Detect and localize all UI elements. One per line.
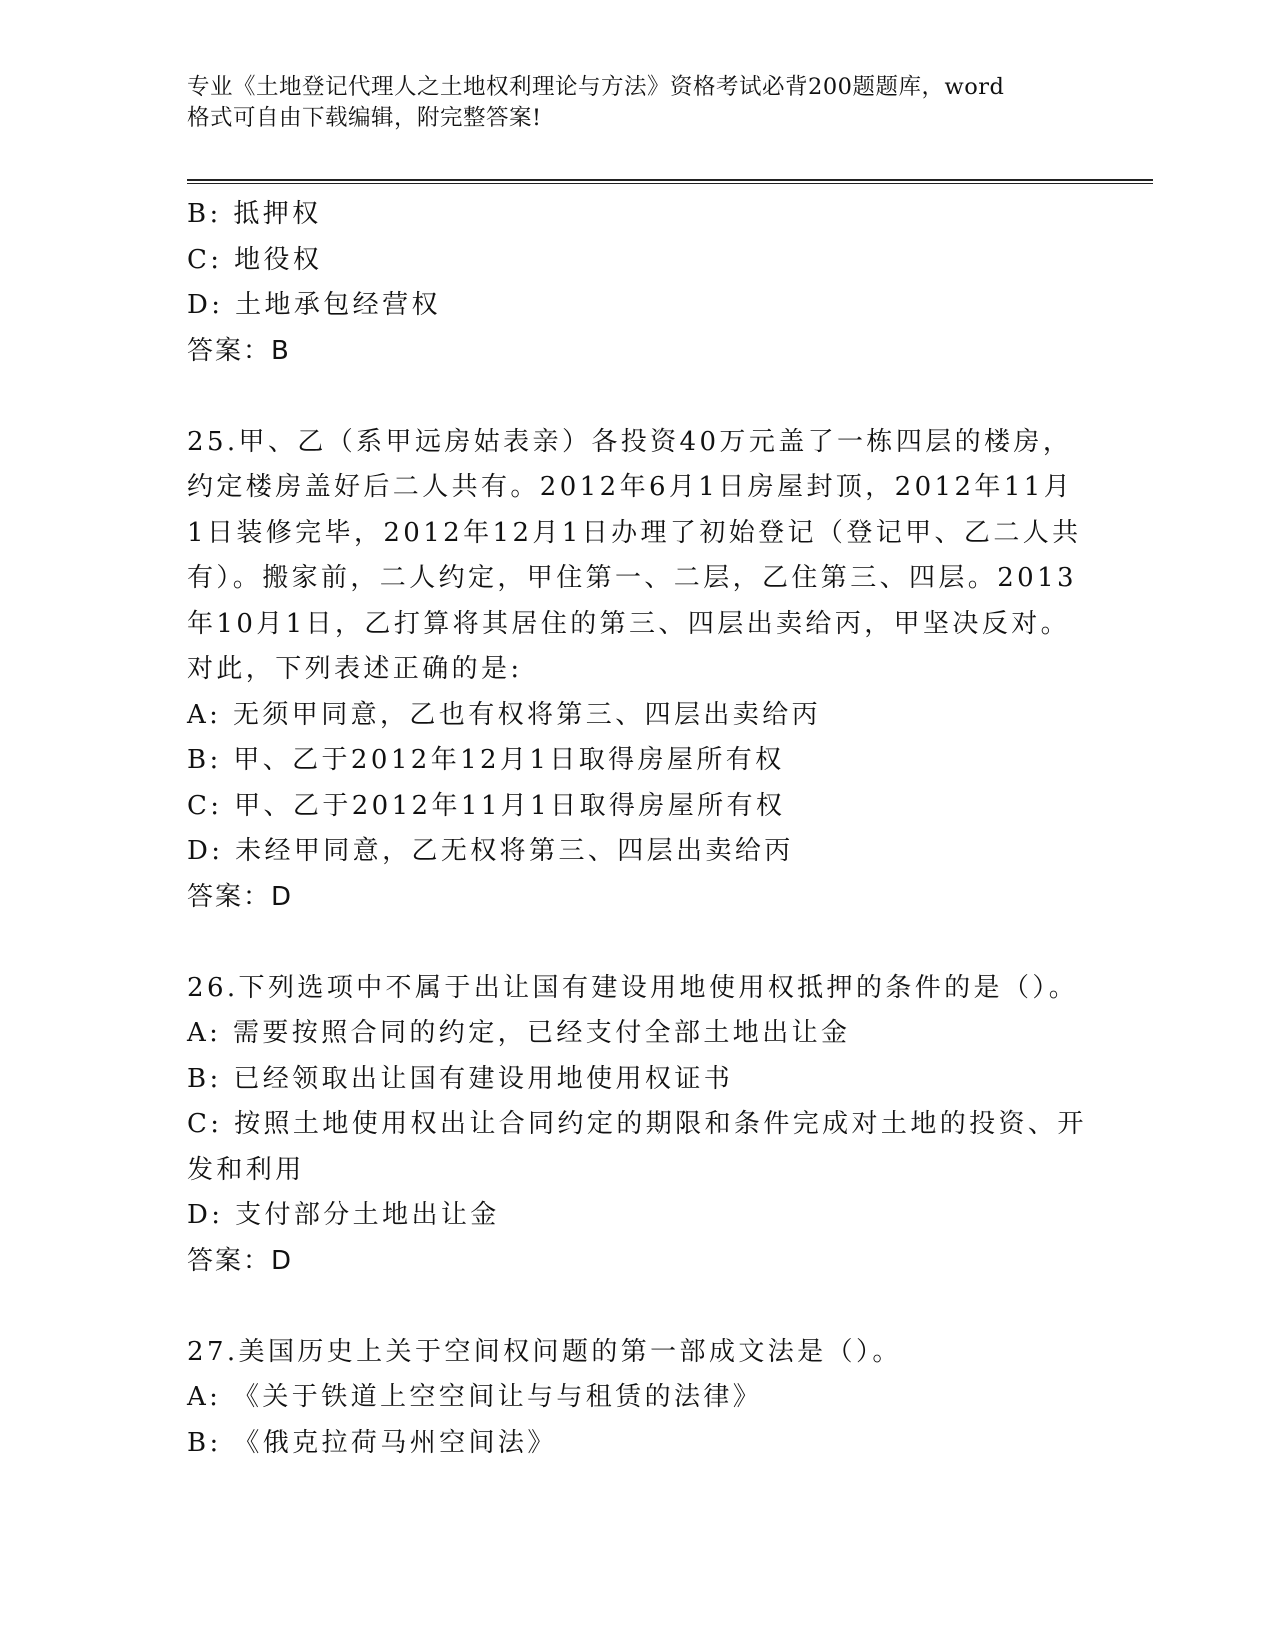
question-24-tail: [187, 192, 1087, 374]
option-c: C: 按照土地使用权出让合同约定的期限和条件完成对土地的投资、开: [187, 1109, 1087, 1139]
header-divider-thick: [187, 179, 1153, 181]
option-d: D: 土地承包经营权: [187, 290, 441, 320]
question-stem-line: 年10月1日，乙打算将其居住的第三、四层出卖给丙，甲坚决反对。: [187, 608, 1071, 639]
spacer: [187, 1284, 1087, 1330]
question-stem-line: 约定楼房盖好后二人共有。2012年6月1日房屋封顶，2012年11月: [187, 472, 1074, 502]
option-d: D: 支付部分土地出让金: [187, 1200, 500, 1230]
question-stem-line: 27.美国历史上关于空间权问题的第一部成文法是（）。: [187, 1336, 902, 1367]
answer-line: 答案：D: [187, 1245, 294, 1276]
option-b: B: 抵押权: [187, 199, 322, 229]
spacer: [187, 374, 1087, 420]
header-line-1: 专业《土地登记代理人之土地权利理论与方法》资格考试必背200题题库，word: [187, 74, 1005, 100]
option-c-continued: 发和利用: [187, 1154, 305, 1185]
option-b: B: 甲、乙于2012年12月1日取得房屋所有权: [187, 745, 785, 775]
option-d: D: 未经甲同意，乙无权将第三、四层出卖给丙: [187, 836, 794, 866]
question-stem-line: 有）。搬家前，二人约定，甲住第一、二层，乙住第三、四层。2013: [187, 563, 1077, 593]
question-stem-line: 26.下列选项中不属于出让国有建设用地使用权抵押的条件的是（）。: [187, 972, 1079, 1003]
option-a: A: 无须甲同意，乙也有权将第三、四层出卖给丙: [187, 699, 822, 730]
spacer: [187, 920, 1087, 966]
option-c: C: 地役权: [187, 244, 323, 275]
question-26: [187, 966, 1087, 1285]
answer-line: 答案：D: [187, 881, 294, 912]
option-a: A: 需要按照合同的约定，已经支付全部土地出让金: [187, 1018, 851, 1048]
question-27: [187, 1330, 1087, 1467]
question-stem-line: 1日装修完毕，2012年12月1日办理了初始登记（登记甲、乙二人共: [187, 517, 1082, 548]
question-25: [187, 420, 1087, 921]
answer-line: 答案：B: [187, 335, 291, 366]
question-stem-line: 对此，下列表述正确的是:: [187, 654, 523, 684]
option-c: C: 甲、乙于2012年11月1日取得房屋所有权: [187, 790, 786, 821]
option-b: B: 已经领取出让国有建设用地使用权证书: [187, 1063, 734, 1094]
option-b: B: 《俄克拉荷马州空间法》: [187, 1427, 557, 1458]
document-header: [187, 72, 1067, 134]
header-line-2: 格式可自由下载编辑，附完整答案!: [187, 105, 542, 131]
document-body: [187, 192, 1087, 1466]
header-divider-thin: [187, 183, 1153, 184]
option-a: A: 《关于铁道上空空间让与与租赁的法律》: [187, 1382, 763, 1412]
question-stem-line: 25.甲、乙（系甲远房姑表亲）各投资40万元盖了一栋四层的楼房，: [187, 426, 1073, 457]
